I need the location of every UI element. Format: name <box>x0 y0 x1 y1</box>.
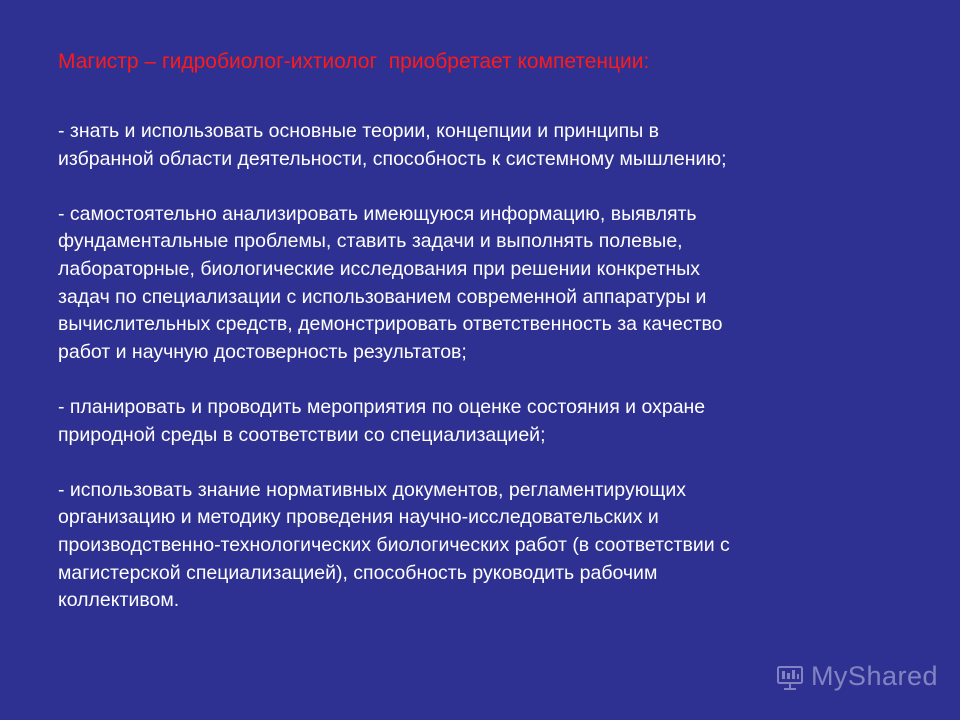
competency-paragraph-3 <box>58 394 918 449</box>
competency-paragraph-2 <box>58 201 918 367</box>
paragraph-line: природной среды в соответствии со специализацией; <box>58 423 546 446</box>
slide-title: Магистр – гидробиолог-ихтиолог приобретает компетенции: <box>58 50 650 73</box>
paragraph-line: избранной области деятельности, способность к системному мышлению; <box>58 147 727 170</box>
paragraph-line: коллективом. <box>58 589 180 612</box>
paragraph-line: производственно-технологических биологических работ (в соответствии с <box>58 533 730 556</box>
paragraph-line: - планировать и проводить мероприятия по оценке состояния и охране <box>58 395 706 418</box>
paragraph-line: организацию и методику проведения научно-исследовательских и <box>58 506 659 529</box>
paragraph-line: фундаментальные проблемы, ставить задачи и выполнять полевые, <box>58 230 683 253</box>
paragraph-line: работ и научную достоверность результатов; <box>58 340 467 363</box>
paragraph-line: магистерской специализацией), способность руководить рабочим <box>58 561 658 584</box>
paragraph-line: - использовать знание нормативных документов, регламентирующих <box>58 478 686 501</box>
paragraph-line: - самостоятельно анализировать имеющуюся информацию, выявлять <box>58 202 697 225</box>
paragraph-line: - знать и использовать основные теории, концепции и принципы в <box>58 120 660 142</box>
paragraph-line: задач по специализации с использованием современной аппаратуры и <box>58 285 707 308</box>
paragraph-line: вычислительных средств, демонстрировать ответственность за качество <box>58 313 723 336</box>
watermark-text: MyShared <box>810 661 938 691</box>
presentation-board-icon <box>775 662 805 692</box>
competency-paragraph-1 <box>58 118 918 173</box>
slide-body <box>58 118 918 642</box>
competency-paragraph-4 <box>58 477 918 615</box>
myshared-watermark <box>775 661 938 692</box>
paragraph-line: лабораторные, биологические исследования при решении конкретных <box>58 257 701 280</box>
